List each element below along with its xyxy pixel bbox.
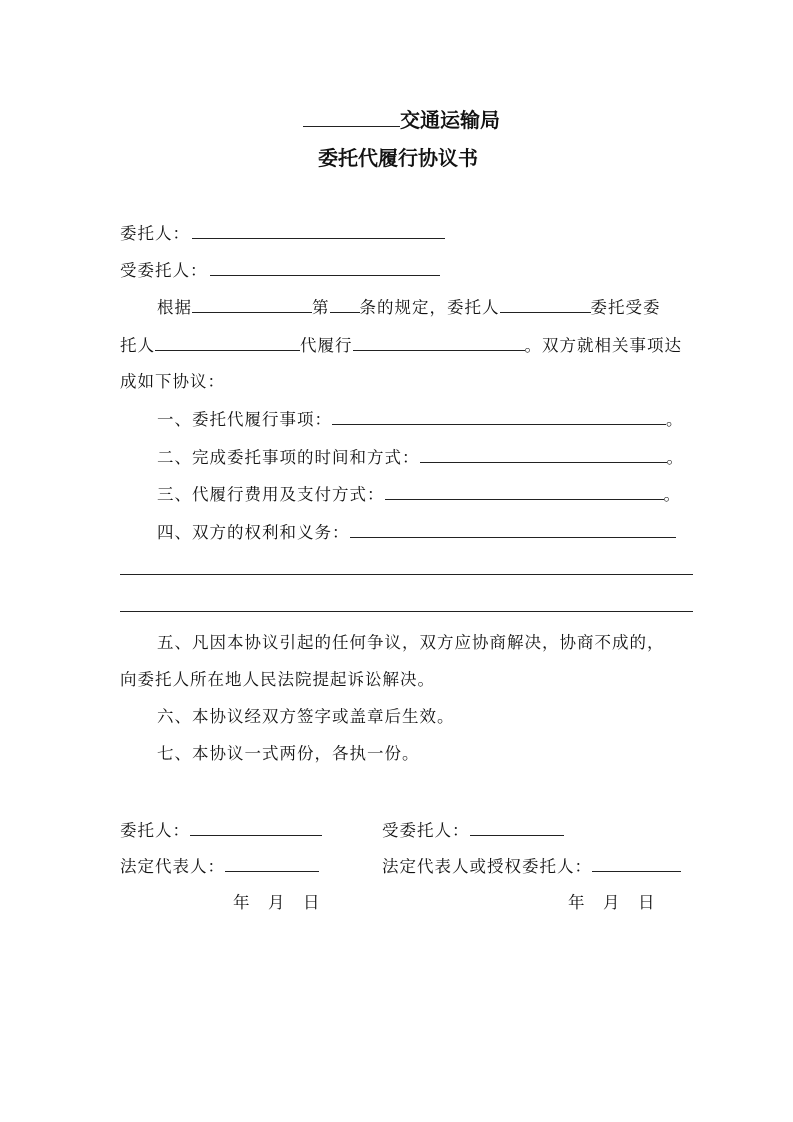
agent-line xyxy=(120,259,440,282)
clause-end: 。 xyxy=(663,485,681,504)
intro-line-1 xyxy=(157,296,661,319)
clause-end: 。 xyxy=(666,448,684,467)
intro-text: 代履行 xyxy=(300,336,353,355)
clause-1-field[interactable] xyxy=(332,408,666,425)
sig-label: 委托人： xyxy=(120,821,190,840)
sig-principal-rep-field[interactable] xyxy=(225,855,319,872)
clause-3 xyxy=(157,483,681,506)
intro-text: 第 xyxy=(312,298,330,317)
clause-4-field[interactable] xyxy=(350,521,676,538)
title-suffix: 交通运输局 xyxy=(400,108,500,132)
page-title: 委托代履行协议书 xyxy=(318,146,478,170)
clause-1 xyxy=(157,408,684,431)
sig-agent-rep-field[interactable] xyxy=(592,855,681,872)
clause-4-line-2[interactable] xyxy=(120,574,693,575)
date-left: 年 月 日 xyxy=(233,893,321,912)
clause-7: 七、本协议一式两份，各执一份。 xyxy=(157,744,420,763)
clause-5-line-2: 向委托人所在地人民法院提起诉讼解决。 xyxy=(120,670,435,689)
principal-line xyxy=(120,222,445,245)
intro-text: 委托受委 xyxy=(590,298,661,317)
intro-text: 条的规定，委托人 xyxy=(359,298,500,317)
matter-inline-field[interactable] xyxy=(353,334,525,351)
clause-4 xyxy=(157,521,676,544)
agent-label: 受委托人： xyxy=(120,261,208,280)
principal-label: 委托人： xyxy=(120,224,190,243)
clause-2 xyxy=(157,446,684,469)
principal-field[interactable] xyxy=(192,222,445,239)
intro-text: 托人 xyxy=(120,336,155,355)
agent-inline-field[interactable] xyxy=(155,334,300,351)
agency-name-blank[interactable] xyxy=(303,106,400,127)
principal-inline-field[interactable] xyxy=(500,296,591,313)
agent-field[interactable] xyxy=(210,259,440,276)
sig-agent xyxy=(382,819,564,842)
sig-agent-field[interactable] xyxy=(470,819,564,836)
sig-principal-field[interactable] xyxy=(190,819,322,836)
clause-5-line-1: 五、凡因本协议引起的任何争议，双方应协商解决，协商不成的， xyxy=(157,633,665,652)
sig-principal-rep xyxy=(120,855,319,878)
sig-label: 法定代表人或授权委托人： xyxy=(382,857,592,876)
intro-line-3: 成如下协议： xyxy=(120,372,225,391)
clause-label: 四、双方的权利和义务： xyxy=(157,523,350,542)
sig-agent-rep xyxy=(382,855,681,878)
basis-field[interactable] xyxy=(192,296,312,313)
sig-label: 受委托人： xyxy=(382,821,470,840)
clause-label: 三、代履行费用及支付方式： xyxy=(157,485,385,504)
intro-text: 。双方就相关事项达 xyxy=(524,336,682,355)
clause-6: 六、本协议经双方签字或盖章后生效。 xyxy=(157,707,455,726)
clause-label: 一、委托代履行事项： xyxy=(157,410,332,429)
sig-principal xyxy=(120,819,322,842)
intro-line-2 xyxy=(120,334,682,357)
clause-label: 二、完成委托事项的时间和方式： xyxy=(157,448,420,467)
clause-2-field[interactable] xyxy=(420,446,667,463)
sig-label: 法定代表人： xyxy=(120,857,225,876)
date-right: 年 月 日 xyxy=(568,893,656,912)
article-field[interactable] xyxy=(330,296,360,313)
clause-3-field[interactable] xyxy=(385,483,664,500)
clause-end: 。 xyxy=(666,410,684,429)
clause-4-line-3[interactable] xyxy=(120,611,693,612)
intro-text: 根据 xyxy=(157,298,192,317)
title-agency xyxy=(303,106,500,133)
